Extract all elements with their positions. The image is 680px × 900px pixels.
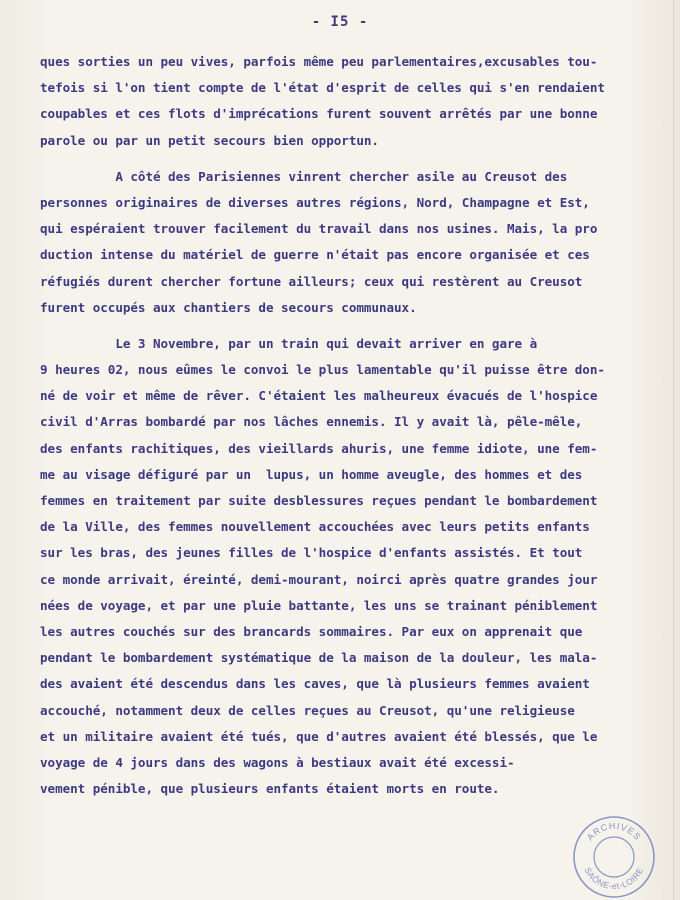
text-line: ce monde arrivait, éreinté, demi-mourant, noirci après quatre grandes jour bbox=[40, 571, 598, 587]
text-line: de la Ville, des femmes nouvellement accouchées avec leurs petits enfants bbox=[40, 519, 590, 535]
text-line: pendant le bombardement systématique de la maison de la douleur, les mala- bbox=[40, 650, 598, 666]
text-line: voyage de 4 jours dans des wagons à bestiaux avait été excessi- bbox=[40, 754, 515, 770]
text-line: Le 3 Novembre, par un train qui devait arriver en gare à bbox=[40, 335, 538, 351]
paragraph-gap bbox=[40, 154, 674, 164]
text-line: des enfants rachitiques, des vieillards ahuris, une femme idiote, une fem- bbox=[40, 440, 598, 456]
text-line: des avaient été descendus dans les caves, que là plusieurs femmes avaient bbox=[40, 676, 590, 692]
text-line: parole ou par un petit secours bien opportun. bbox=[40, 132, 379, 148]
text-line: femmes en traitement par suite desblessures reçues pendant le bombardement bbox=[40, 493, 598, 508]
text-line: sur les bras, des jeunes filles de l'hospice d'enfants assistés. Et tout bbox=[40, 545, 583, 561]
text-line: accouché, notamment deux de celles reçues au Creusot, qu'une religieuse bbox=[40, 702, 575, 718]
paragraph bbox=[40, 49, 674, 154]
text-line: vement pénible, que plusieurs enfants étaient morts en route. bbox=[40, 781, 500, 797]
text-line: furent occupés aux chantiers de secours communaux. bbox=[40, 299, 417, 315]
text-line: duction intense du matériel de guerre n'était pas encore organisée et ces bbox=[40, 247, 590, 263]
text-line: 9 heures 02, nous eûmes le convoi le plus lamentable qu'il puisse être don- bbox=[40, 362, 605, 378]
stamp-bottom-text: SAÔNE-et-LOIRE bbox=[582, 865, 646, 892]
text-line: et un militaire avaient été tués, que d'autres avaient été blessés, que le bbox=[40, 728, 598, 744]
svg-text:SAÔNE-et-LOIRE bbox=[583, 866, 646, 891]
text-line: me au visage défiguré par un lupus, un homme aveugle, des hommes et des bbox=[40, 466, 583, 482]
text-line: personnes originaires de diverses autres régions, Nord, Champagne et Est, bbox=[40, 194, 590, 210]
text-line: nées de voyage, et par une pluie battante, les uns se trainant péniblement bbox=[40, 597, 598, 613]
text-line: les autres couchés sur des brancards sommaires. Par eux on apprenait que bbox=[40, 623, 583, 639]
archives-stamp bbox=[572, 815, 656, 899]
text-line: ques sorties un peu vives, parfois même peu parlementaires,excusables tou- bbox=[40, 54, 598, 69]
text-line: A côté des Parisiennes vinrent chercher asile au Creusot des bbox=[40, 168, 568, 184]
paragraph bbox=[40, 331, 674, 802]
text-line: réfugiés durent chercher fortune ailleurs; ceux qui restèrent au Creusot bbox=[40, 273, 583, 289]
document-body bbox=[40, 49, 674, 802]
svg-text:ARCHIVES bbox=[585, 821, 643, 842]
text-line: qui espéraient trouver facilement du travail dans nos usines. Mais, la pro bbox=[40, 221, 598, 237]
text-line: tefois si l'on tient compte de l'état d'esprit de celles qui s'en rendaient bbox=[40, 80, 605, 96]
stamp-top-text: ARCHIVES bbox=[584, 820, 644, 843]
paragraph-gap bbox=[40, 321, 674, 331]
text-line: civil d'Arras bombardé par nos lâches ennemis. Il y avait là, pêle-mêle, bbox=[40, 414, 583, 430]
paragraph bbox=[40, 164, 674, 321]
page-number: - I5 - bbox=[311, 14, 369, 30]
text-line: coupables et ces flots d'imprécations furent souvent arrêtés par une bonne bbox=[40, 106, 598, 122]
text-line: né de voir et même de rêver. C'étaient les malheureux évacués de l'hospice bbox=[40, 388, 598, 404]
